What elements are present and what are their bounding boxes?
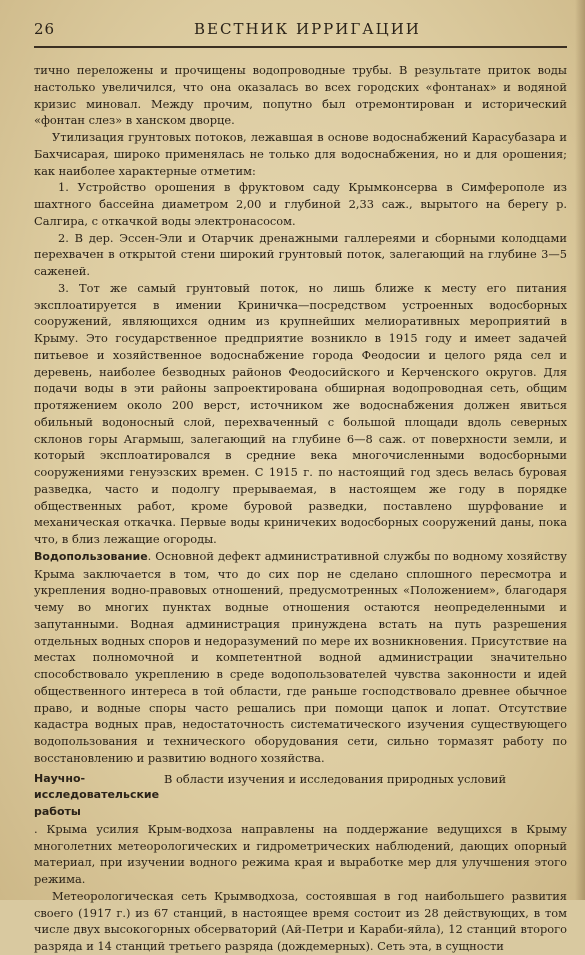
list-item-1: 1. Устройство орошения в фруктовом саду Крымконсерва в Симферополе из шахтного бассейна диаметром 2,00 и глубиной 2,33 саж., вырытого на берегу р. Салгира, с откачкой воды электронасосом. <box>34 180 567 228</box>
list-item-2: 2. В дер. Эссен-Эли и Отарчик дренажными галлереями и сборными колодцами перехвачен в открытой стени широкий грунтовый поток, залегающий на глубине 3—5 саженей. <box>34 230 567 278</box>
running-title: ВЕСТНИК ИРРИГАЦИИ <box>194 20 421 38</box>
section-text-research: . Крыма усилия Крым-водхоза направлены на поддержание ведущихся в Крыму многолетних метеорологических и гидрометрических наблюдений, дающих опорный материал, при изучении водного режима края и выработке мер для улучшения этого режима. <box>34 821 567 886</box>
header-rule <box>34 46 567 48</box>
article-body <box>34 62 567 955</box>
section-text-water-use: . Основной дефект административной службы по водному хозяйству Крыма заключается в том, что до сих пор не сделано сплошного пересмотра и укрепления водно-правовых отношений, предусмотренных «Положением», благодаря чему во многих пунктах водные отношения остаются неопределенными и запутанными. Водная администрация принуждена встать на путь разрешения отдельных водных споров и недоразумений по мере их возникновения. Присутствие на местах полномочной и компетентной водной администрации значительно способствовало укреплению в среде водопользователей чувства законности и идей общественного интереса в той области, где раньше господствовало древнее обычное право, и водные споры часто решались при помощи цапок и лопат. Отсутствие кадастра водных прав, недостаточность систематического изучения существующего водопользования и технического оборудования сети, сильно тормазят работу по восстановлению и развитию водного хозяйства. <box>34 548 567 765</box>
research-first-line: В области изучения и исследования природных условий <box>164 771 507 786</box>
paragraph-groundwater: Утилизация грунтовых потоков, лежавшая в основе водоснабжений Карасубазара и Бахчисарая, широко применялась не только для водоснабжения, но и для орошения; как наиболее характерные отметим: <box>34 130 567 178</box>
page-header <box>34 20 567 44</box>
section-heading-research: Научно-исследовательские работы <box>34 771 160 818</box>
list-item-3: 3. Тот же самый грунтовый поток, но лишь ближе к месту его питания эксплоатируется в имении Криничка—посредством устроенных водосборных сооружений, являющихся одним из крупнейших мелиоративных мероприятий в Крыму. Это государственное предприятие возникло в 1915 году и имеет задачей питьевое и хозяйственное водоснабжение города Феодосии и целого ряда сел и деревень, наиболее безводных районов Феодосийского и Керченского округов. Для подачи воды в эти районы запроектирована обширная водопроводная сеть, общим протяжением около 200 верст, источником же водоснабжения должен явиться обильный водоносный слой, перехваченный с большой площади вдоль северных склонов горы Агармыш, залегающий на глубине 6—8 саж. от поверхности земли, и который эксплоатировался в средние века многочисленными водосборными сооружениями генуэзских времен. С 1915 г. по настоящий год здесь велась буровая разведка, часто и подолгу прерываемая, в настоящем же году в порядке общественных работ, кроме буровой разведки, поставлено шурфование и механическая откачка. Первые воды криничеких водосборных сооружений даны, пока что, в близ лежащие огороды. <box>34 280 567 546</box>
page-spine-shadow <box>575 0 585 900</box>
page-number: 26 <box>34 20 56 38</box>
section-heading-water-use: Водопользование <box>34 549 148 563</box>
section-water-use <box>34 548 567 767</box>
paragraph-meteorological-network: Метеорологическая сеть Крымводхоза, состоявшая в год наибольшего развития своего (1917 г.) из 67 станций, в настоящее время состоит из 28 действующих, в том числе двух высокогорных обсерваторий (Ай-Петри и Караби-яйла), 12 станций второго разряда и 14 станций третьего разряда (дождемерных). Сеть эта, в сущности <box>34 888 567 953</box>
section-research-head <box>34 771 567 821</box>
paragraph-continuation: тично переложены и прочищены водопроводные трубы. В результате приток воды настолько увеличился, что она оказалась во всех городских «фонтанах» и водяной кризис миновал. Между прочим, попутно был отремонтирован и исторический «фонтан слез» в ханском дворце. <box>34 63 567 128</box>
